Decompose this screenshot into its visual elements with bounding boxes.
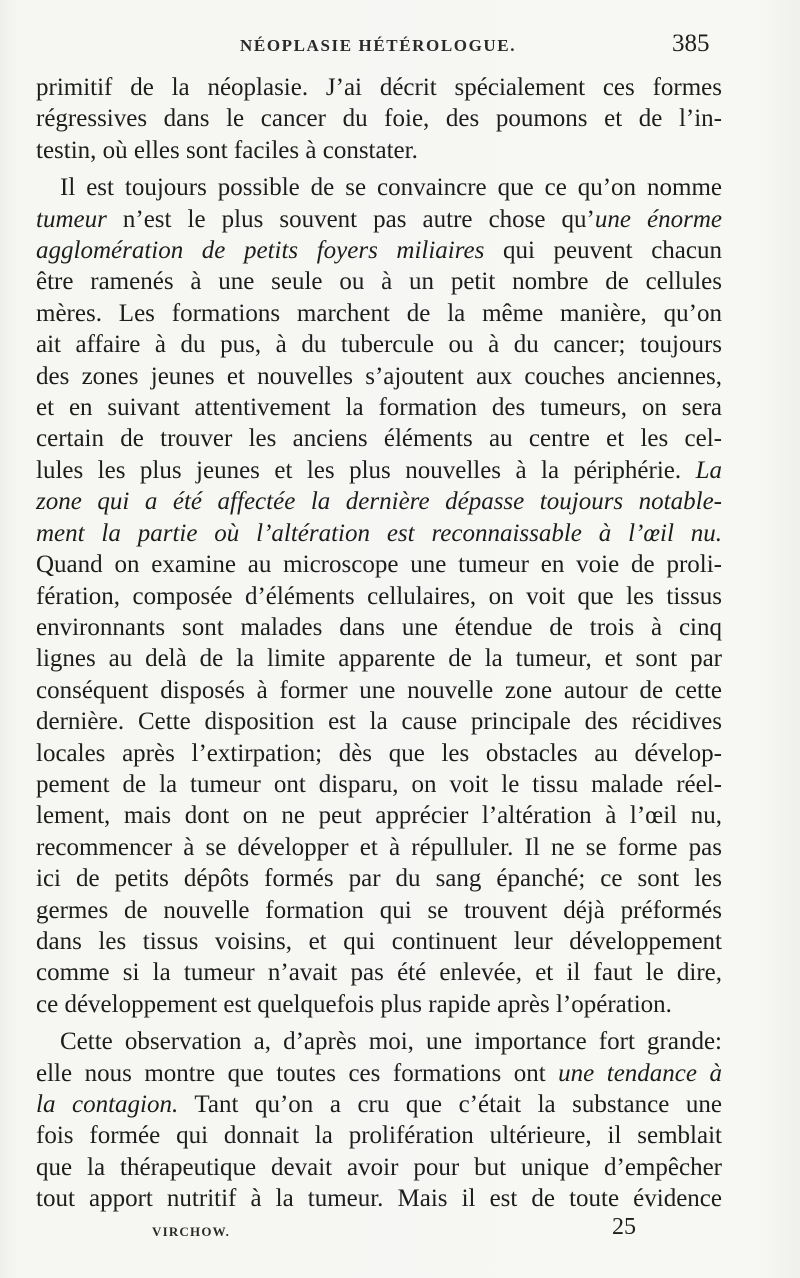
text-segment: Tant qu’on a cru que c’était la substance une [178,1091,722,1118]
page-number: 385 [672,30,710,57]
text-line [36,1089,722,1120]
text-segment: recommencer à se développer et à répulluler. Il ne se forme pas [36,833,722,861]
text-line [36,989,722,1020]
text-line [36,392,722,423]
text-line [36,549,722,580]
text-segment: fois formée qui donnait la prolifération ultérieure, il semblait [36,1122,722,1150]
text-segment: que la thérapeutique devait avoir pour but unique d’empêcher [36,1153,722,1181]
text-segment: environnants sont malades dans une étendue de trois à cinq [36,613,722,641]
signature-number: 25 [612,1214,636,1240]
italic-segment: une tendance à [558,1059,722,1087]
paragraph-start-line [36,1026,722,1057]
text-line [36,1120,722,1151]
body-text [36,72,722,1215]
italic-segment: La [695,456,722,484]
text-segment: elle nous montre que toutes ces formations ont [36,1059,559,1087]
text-line [36,518,722,549]
text-line [36,103,722,134]
text-segment: dernière. Cette disposition est la cause principale des récidives [36,708,722,736]
text-line [36,612,722,643]
text-line [36,423,722,454]
text-segment: Il est toujours possible de se convaincre que ce qu’on nomme [60,174,722,202]
text-segment: lules les plus jeunes et les plus nouvelles à la périphérie. [36,456,696,484]
text-segment: qui peuvent chacun [484,237,722,265]
italic-segment: une énorme [594,205,722,233]
running-header [0,30,800,60]
text-segment: ait affaire à du pus, à du tubercule ou à du cancer; toujours [36,331,722,359]
italic-segment: ment la partie où l’altération est reconnaissable à l’œil nu. [36,519,722,547]
text-line [36,769,722,800]
text-segment: dans les tissus voisins, et qui continuent leur développement [36,927,722,955]
text-line [36,675,722,706]
text-segment: des zones jeunes et nouvelles s’ajoutent aux couches anciennes, [36,362,722,390]
text-line [36,895,722,926]
text-segment: ce développement est quelquefois plus rapide après l’opération. [36,990,672,1018]
text-segment: Cette observation a, d’après moi, une importance fort grande: [60,1028,722,1056]
text-segment: testin, où elles sont faciles à constater. [36,136,418,164]
text-line [36,800,722,831]
text-line [36,957,722,988]
text-segment: fération, composée d’éléments cellulaires, on voit que les tissus [36,582,722,610]
paragraph-start-line [36,172,722,203]
text-line [36,581,722,612]
italic-segment: la contagion. [36,1091,179,1118]
text-line [36,486,722,517]
text-segment: ici de petits dépôts formés par du sang épanché; ce sont les [36,865,722,893]
text-segment: comme si la tumeur n’avait pas été enlevée, et il faut le dire, [36,959,722,987]
italic-segment: zone qui a été affectée la dernière dépasse toujours notable- [36,488,722,516]
text-line [36,643,722,674]
text-line [36,329,722,360]
text-line [36,204,722,235]
running-title: NÉOPLASIE HÉTÉROLOGUE. [240,36,517,55]
text-line [36,135,722,166]
italic-segment: agglomération de petits foyers miliaires [36,237,485,265]
text-line [36,266,722,297]
text-segment: lement, mais dont on ne peut apprécier l’altération à l’œil nu, [36,802,722,830]
text-line [36,298,722,329]
text-line [36,738,722,769]
text-line [36,863,722,894]
text-segment: régressives dans le cancer du foie, des poumons et de l’in- [36,105,722,133]
text-segment: Quand on examine au microscope une tumeur en voie de proli- [36,551,722,579]
text-segment: n’est le plus souvent pas autre chose qu’ [106,205,595,233]
italic-segment: tumeur [36,205,107,233]
text-line [36,72,722,103]
text-segment: tout apport nutritif à la tumeur. Mais il est de toute évidence [36,1185,722,1213]
text-line [36,1058,722,1089]
text-segment: lignes au delà de la limite apparente de la tumeur, et sont par [36,645,722,673]
signature-mark: VIRCHOW. [152,1224,231,1239]
text-line [36,235,722,266]
text-line [36,706,722,737]
text-line [36,361,722,392]
text-line [36,455,722,486]
text-line [36,832,722,863]
text-segment: locales après l’extirpation; dès que les obstacles au dévelop- [36,739,722,767]
text-segment: pement de la tumeur ont disparu, on voit le tissu malade réel- [36,770,722,798]
page-footer [0,1212,800,1252]
text-segment: certain de trouver les anciens éléments au centre et les cel- [36,425,722,453]
text-line [36,926,722,957]
text-segment: conséquent disposés à former une nouvelle zone autour de cette [36,676,722,704]
text-line [36,1152,722,1183]
text-segment: être ramenés à une seule ou à un petit nombre de cellules [36,268,722,296]
text-segment: primitif de la néoplasie. J’ai décrit spécialement ces formes [36,74,722,101]
text-line [36,1183,722,1214]
text-segment: mères. Les formations marchent de la même manière, qu’on [36,299,722,327]
text-segment: et en suivant attentivement la formation des tumeurs, on sera [36,394,722,422]
text-segment: germes de nouvelle formation qui se trouvent déjà préformés [36,896,722,924]
